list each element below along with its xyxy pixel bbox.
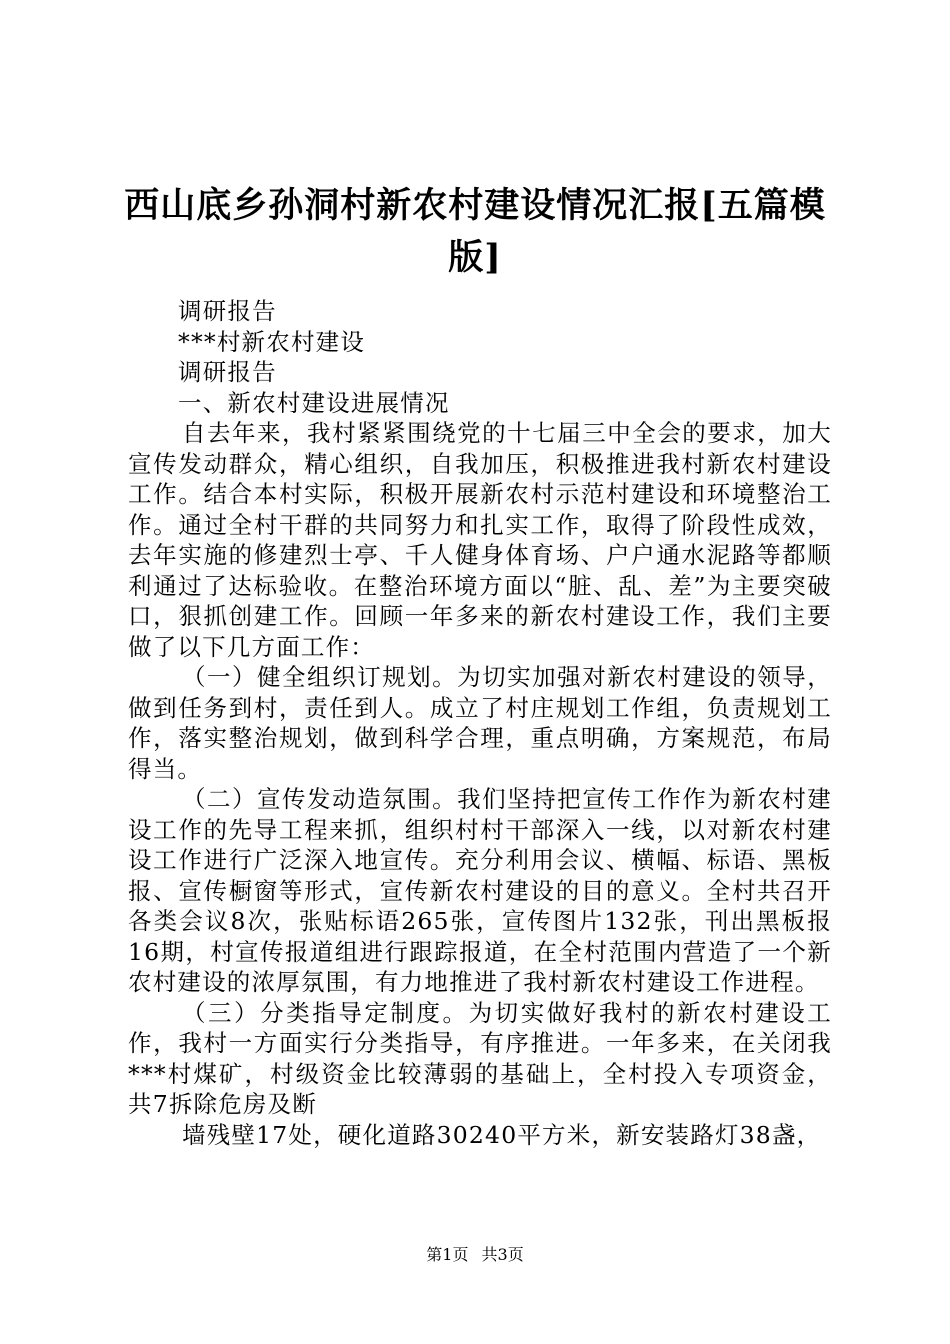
- paragraph-continuation: 墙残壁17处，硬化道路30240平方米，新安装路灯38盏，: [182, 1120, 822, 1149]
- title-line-1: 西山底乡孙洞村新农村建设情况汇报[五篇模: [124, 185, 826, 226]
- section-heading: 一、新农村建设进展情况: [178, 388, 450, 417]
- title-line-2: 版]: [448, 237, 502, 278]
- paragraph-publicity: （二）宣传发动造氛围。我们坚持把宣传工作作为新农村建设工作的先导工程来抓，组织村村干部深入一线，以对新农村建设工作进行广泛深入地宣传。充分利用会议、横幅、标语、黑板报、宣传橱窗等形式，宣传新农村建设的目的意义。全村共召开各类会议8次，张贴标语265张，宣传图片132张，刊出黑板报16期，村宣传报道组进行跟踪报道，在全村范围内营造了一个新农村建设的浓厚氛围，有力地推进了我村新农村建设工作进程。: [128, 785, 832, 996]
- heading-report-2: 调研报告: [178, 358, 277, 386]
- document-body: [128, 296, 832, 1150]
- page-total: 共3页: [481, 1245, 524, 1264]
- paragraph-intro: 自去年来，我村紧紧围绕党的十七届三中全会的要求，加大宣传发动群众，精心组织，自我加压，积极推进我村新农村建设工作。结合本村实际，积极开展新农村示范村建设和环境整治工作。通过全村干群的共同努力和扎实工作，取得了阶段性成效，去年实施的修建烈士亭、千人健身体育场、户户通水泥路等都顺利通过了达标验收。在整治环境方面以“脏、乱、差”为主要突破口，狠抓创建工作。回顾一年多来的新农村建设工作，我们主要做了以下几方面工作：: [128, 419, 832, 661]
- page-footer: [0, 1245, 950, 1265]
- heading-village: ***村新农村建设: [178, 327, 366, 356]
- paragraph-guidance: （三）分类指导定制度。为切实做好我村的新农村建设工作，我村一方面实行分类指导，有序推进。一年多来，在关闭我***村煤矿，村级资金比较薄弱的基础上，全村投入专项资金，共7拆除危房及断: [128, 998, 832, 1118]
- document-title: [120, 180, 830, 284]
- heading-report: 调研报告: [178, 297, 277, 325]
- paragraph-organization: （一）健全组织订规划。为切实加强对新农村建设的领导，做到任务到村，责任到人。成立了村庄规划工作组，负责规划工作，落实整治规划，做到科学合理，重点明确，方案规范，布局得当。: [128, 663, 832, 783]
- page-number: 第1页: [426, 1245, 469, 1264]
